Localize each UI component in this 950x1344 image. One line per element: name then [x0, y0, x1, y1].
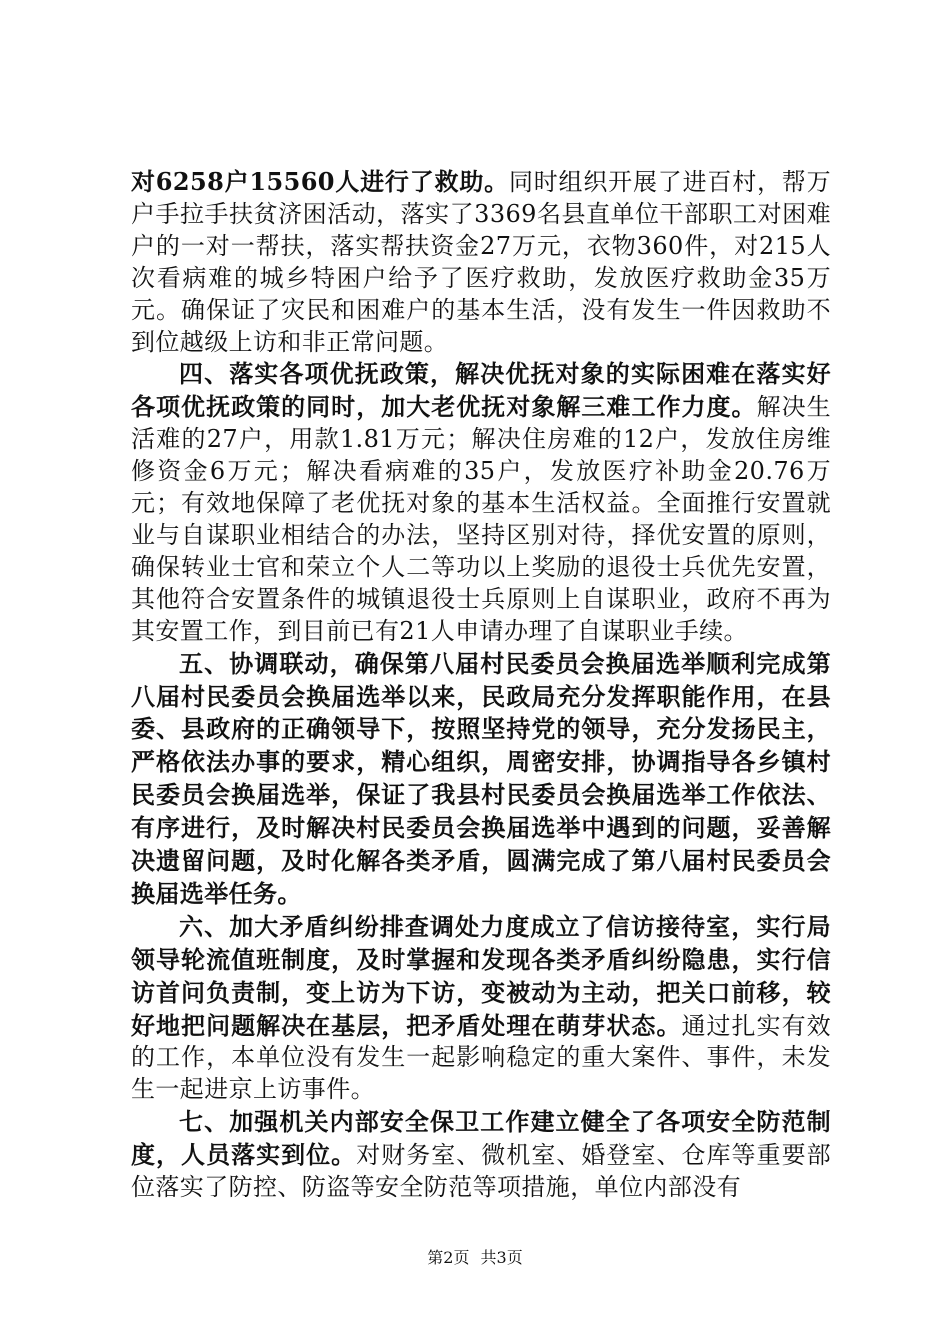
paragraph-lead: 对6258户15560人进行了救助。 — [131, 167, 509, 196]
paragraph-section-4 — [131, 358, 831, 647]
paragraph-section-6 — [131, 911, 831, 1106]
page-total: 共3页 — [480, 1248, 523, 1267]
paragraph-relief — [131, 166, 831, 358]
paragraph-lead: 四、落实各项优抚政策，解决优抚对象的实际困难在落实好各项优抚政策的同时，加大老优抚对象解三难工作力度。 — [131, 359, 831, 422]
page-number: 第2页 — [427, 1248, 470, 1267]
paragraph-body: 通过扎实有效的工作，本单位没有发生一起影响稳定的重大案件、事件，未发生一起进京上访事件。 — [131, 1011, 831, 1104]
paragraph-lead: 五、协调联动，确保第八届村民委员会换届选举顺利完成第八届村民委员会换届选举以来，民政局充分发挥职能作用，在县委、县政府的正确领导下，按照坚持党的领导，充分发扬民主，严格依法办事的要求，精心组织，周密安排，协调指导各乡镇村民委员会换届选举，保证了我县村民委员会换届选举工作依法、有序进行，及时解决村民委员会换届选举中遇到的问题，妥善解决遗留问题，及时化解各类矛盾，圆满完成了第八届村民委员会换届选举任务。 — [131, 648, 831, 908]
paragraph-lead: 六、加大矛盾纠纷排查调处力度成立了信访接待室，实行局领导轮流值班制度，及时掌握和发现各类矛盾纠纷隐患，实行信访首问负责制，变上访为下访，变被动为主动，把关口前移，较好地把问题解决在基层，把矛盾处理在萌芽状态。 — [131, 911, 831, 1040]
paragraph-section-5 — [131, 648, 831, 911]
paragraph-body: 解决生活难的27户，用款1.81万元；解决住房难的12户，发放住房维修资金6万元；解决看病难的35户，发放医疗补助金20.76万元；有效地保障了老优抚对象的基本生活权益。全面推行安置就业与自谋职业相结合的办法，坚持区别对待，择优安置的原则，确保转业士官和荣立个人二等功以上奖励的退役士兵优先安置，其他符合安置条件的城镇退役士兵原则上自谋职业，政府不再为其安置工作，到目前已有21人申请办理了自谋职业手续。 — [131, 393, 832, 645]
paragraph-section-7 — [131, 1106, 831, 1204]
paragraph-body: 对财务室、微机室、婚登室、仓库等重要部位落实了防控、防盗等安全防范等项措施，单位内部没有 — [131, 1141, 831, 1202]
paragraph-lead: 七、加强机关内部安全保卫工作建立健全了各项安全防范制度，人员落实到位。 — [131, 1107, 831, 1170]
page-footer — [0, 1245, 950, 1268]
paragraph-body: 同时组织开展了进百村，帮万户手拉手扶贫济困活动，落实了3369名县直单位干部职工对困难户的一对一帮扶，落实帮扶资金27万元，衣物360件，对215人次看病难的城乡特困户给予了医疗救助，发放医疗救助金35万元。确保证了灾民和困难户的基本生活，没有发生一件因救助不到位越级上访和非正常问题。 — [131, 168, 832, 356]
document-body — [131, 166, 831, 1204]
